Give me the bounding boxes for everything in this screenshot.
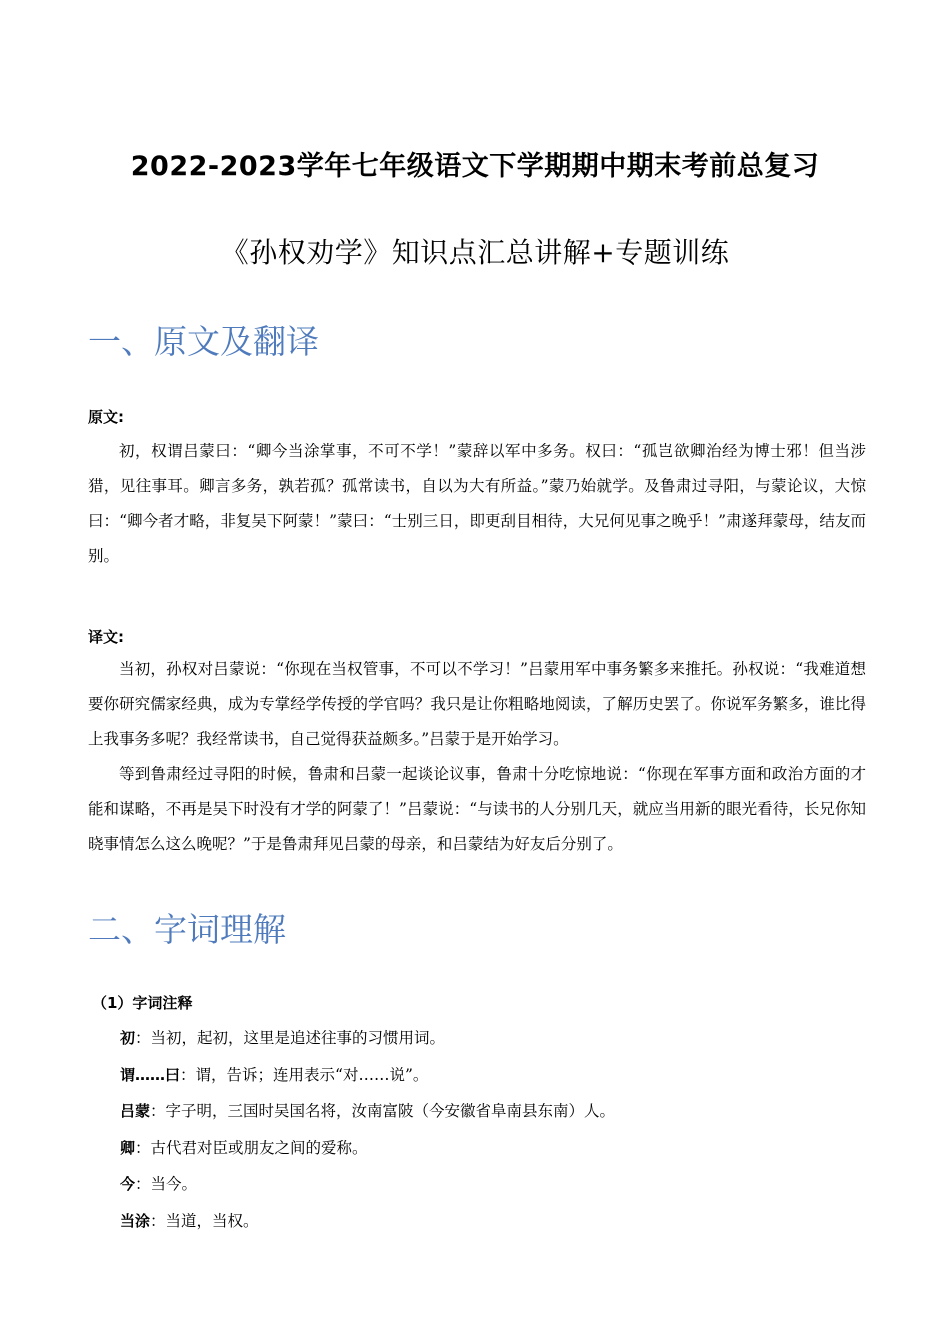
document-subtitle: 《孙权劝学》知识点汇总讲解+专题训练 <box>220 236 730 269</box>
translation-text-block <box>88 652 866 862</box>
definition-separator: ： <box>135 1029 151 1047</box>
definition-item <box>120 1203 615 1240</box>
original-text-block <box>88 434 866 574</box>
definition-text: 当道，当权。 <box>165 1211 259 1230</box>
definition-text: 当初，起初，这里是追述往事的习惯用词。 <box>150 1029 446 1047</box>
definition-item <box>120 1166 615 1203</box>
word-notes-label: （1）字词注释 <box>92 994 193 1012</box>
definition-term: 卿 <box>120 1138 136 1157</box>
definition-separator: ： <box>135 1175 151 1193</box>
definition-separator: ： <box>180 1065 196 1084</box>
definition-separator: ： <box>135 1138 151 1157</box>
definition-item <box>120 1057 615 1094</box>
translation-paragraph: 等到鲁肃经过寻阳的时候，鲁肃和吕蒙一起谈论议事，鲁肃十分吃惊地说：“你现在军事方面和政治方面的才能和谋略，不再是吴下时没有才学的阿蒙了！”吕蒙说：“与读书的人分别几天，就应当用新的眼光看待，长兄你知晓事情怎么这么晚呢？”于是鲁肃拜见吕蒙的母亲，和吕蒙结为好友后分别了。 <box>88 765 866 853</box>
definition-term: 谓……曰 <box>120 1065 181 1084</box>
definition-text: 字子明，三国时吴国名将，汝南富陂（今安徽省阜南县东南）人。 <box>165 1102 616 1120</box>
definition-text: 古代君对臣或朋友之间的爱称。 <box>150 1138 368 1157</box>
definition-list <box>120 1020 615 1239</box>
original-label: 原文: <box>88 408 124 426</box>
section-heading-original-translation: 一、原文及翻译 <box>88 322 319 361</box>
definition-text: 谓，告诉；连用表示“对……说”。 <box>195 1065 429 1084</box>
section-heading-word-understanding: 二、字词理解 <box>88 910 286 949</box>
translation-label: 译文: <box>88 628 124 646</box>
definition-text: 当今。 <box>150 1175 198 1193</box>
original-paragraph: 初，权谓吕蒙曰：“卿今当涂掌事，不可不学！”蒙辞以军中多务。权曰：“孤岂欲卿治经为博士邪！但当涉猎，见往事耳。卿言多务，孰若孤？孤常读书，自以为大有所益。”蒙乃始就学。及鲁肃过寻阳，与蒙论议，大惊曰：“卿今者才略，非复吴下阿蒙！”蒙曰：“士别三日，即更刮目相待，大兄何见事之晚乎！”肃遂拜蒙母，结友而别。 <box>88 442 866 565</box>
document-title: 2022-2023学年七年级语文下学期期中期末考前总复习 <box>130 151 820 182</box>
definition-separator: ： <box>150 1211 166 1230</box>
definition-term: 初 <box>120 1029 136 1047</box>
definition-term: 当涂 <box>120 1211 151 1230</box>
definition-item <box>120 1130 615 1167</box>
definition-item <box>120 1093 615 1130</box>
definition-term: 今 <box>120 1175 136 1193</box>
translation-paragraph: 当初，孙权对吕蒙说：“你现在当权管事，不可以不学习！”吕蒙用军中事务繁多来推托。孙权说：“我难道想要你研究儒家经典，成为专掌经学传授的学官吗？我只是让你粗略地阅读，了解历史罢了。你说军务繁多，谁比得上我事务多呢？我经常读书，自己觉得获益颇多。”吕蒙于是开始学习。 <box>88 660 866 748</box>
definition-separator: ： <box>150 1102 166 1120</box>
definition-item <box>120 1020 615 1057</box>
definition-term: 吕蒙 <box>120 1102 151 1120</box>
